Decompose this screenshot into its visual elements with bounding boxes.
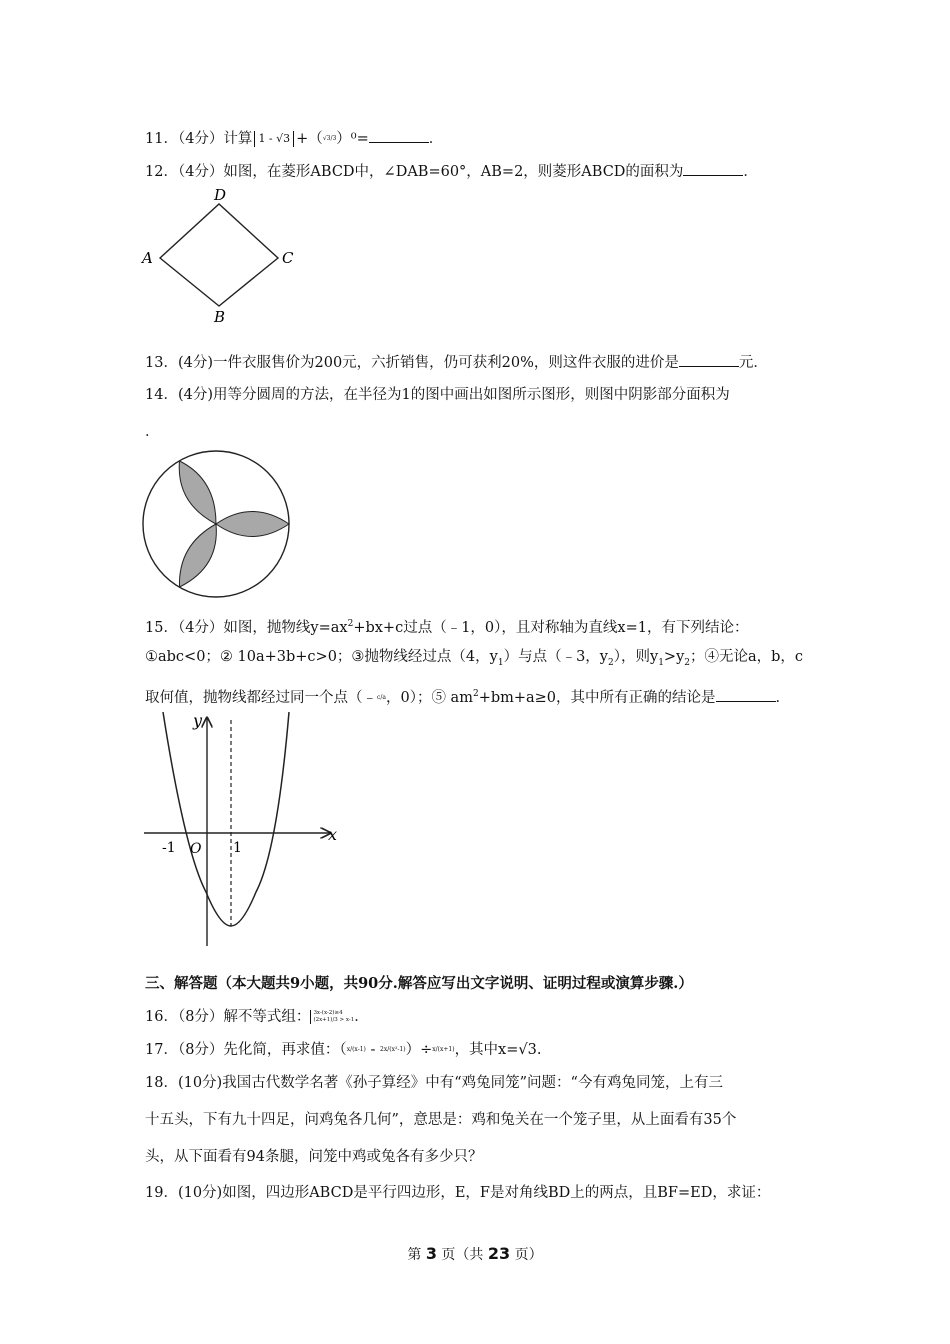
question-18-line2: 十五头，下有九十四足，问鸡兔各几何”，意思是：鸡和兔关在一个笼子里，从上面看有35个 [145,1112,737,1128]
q11-frac: √3/3 [322,135,337,142]
q16-system: 3x-(x-2)≥4 (2x+1)/3 > x-1 [310,1010,354,1024]
page-footer: 第 3 页（共 23 页） [407,1244,543,1263]
q11-text: 11．（4分）计算 [145,131,253,147]
rhombus-figure [140,186,310,326]
q12-blank [683,161,743,176]
q13-blank [679,352,739,367]
q11-blank [369,128,429,143]
rhombus-shape [160,204,278,306]
x-label: x [328,825,338,844]
page-total: 23 [487,1244,511,1263]
petal-lower [179,524,216,587]
y-label: y [193,712,203,730]
petal-upper [179,461,216,524]
label-A: A [142,249,153,267]
question-15-line3: 取何值，抛物线都经过同一个点（﹣c/a，0）；⑤ $am^2+bm+a\ge 0$，其中所有正确的结论是 ． [145,684,790,708]
parabola-curve [163,712,289,926]
tick-neg1: -1 [162,840,176,856]
question-18-line3: 头，从下面看有94条腿，问笼中鸡或兔各有多少只？ [145,1149,483,1165]
question-17: 17．（8分）先化简，再求值：（x/(x-1) - 2x/(x²-1)）÷x/(x+1)，其中x=√3. [145,1042,542,1058]
question-12: 12．（4分）如图，在菱形ABCD中，∠DAB=60°，AB=2，则菱形ABCD的面积为 ． [145,161,758,182]
question-15-line2: ①abc<0；② 10a+3b+c>0；③抛物线经过点（4，$y_1$）与点（﹣3，$y_2$），则$y_1>y_2$；④无论a，b，c [145,649,804,668]
question-14: 14．(4分)用等分圆周的方法，在半径为1的图中画出如图所示图形，则图中阴影部分面积为 [145,387,730,403]
section-3-heading: 三、解答题（本大题共9小题，共90分.解答应写出文字说明、证明过程或演算步骤.） [145,975,693,992]
shaded-petals [179,461,289,587]
label-B: B [214,308,226,326]
tick-1: 1 [233,840,242,856]
petal-right [216,512,289,537]
question-18: 18．(10分)我国古代数学名著《孙子算经》中有“鸡兔同笼”问题：“今有鸡兔同笼，上有三 [145,1075,723,1091]
question-14-line2: ． [145,424,160,440]
question-13: 13．(4分)一件衣服售价为200元，六折销售，仍可获利20%，则这件衣服的进价是 元． [145,352,768,373]
question-19: 19．(10分)如图，四边形ABCD是平行四边形，E，F是对角线BD上的两点，且BF=ED，求证： [145,1185,771,1201]
circle-petal-figure [140,447,300,607]
question-11: 11．（4分）计算 1 - √3 +（√3/3）⁰= ． [145,128,443,149]
q11-abs: 1 - √3 [254,131,294,147]
question-15: 15．（4分）如图，抛物线$y=ax^2+bx+c$过点（﹣1，0），且对称轴为直线x=1，有下列结论： [145,619,749,636]
label-D: D [214,186,227,204]
label-C: C [282,249,294,267]
page-number: 3 [425,1244,437,1263]
question-16: 16．（8分）解不等式组： 3x-(x-2)≥4 (2x+1)/3 > x-1． [145,1009,369,1025]
q15-blank [716,687,776,702]
origin-label: O [190,841,202,857]
parabola-figure [140,712,350,952]
